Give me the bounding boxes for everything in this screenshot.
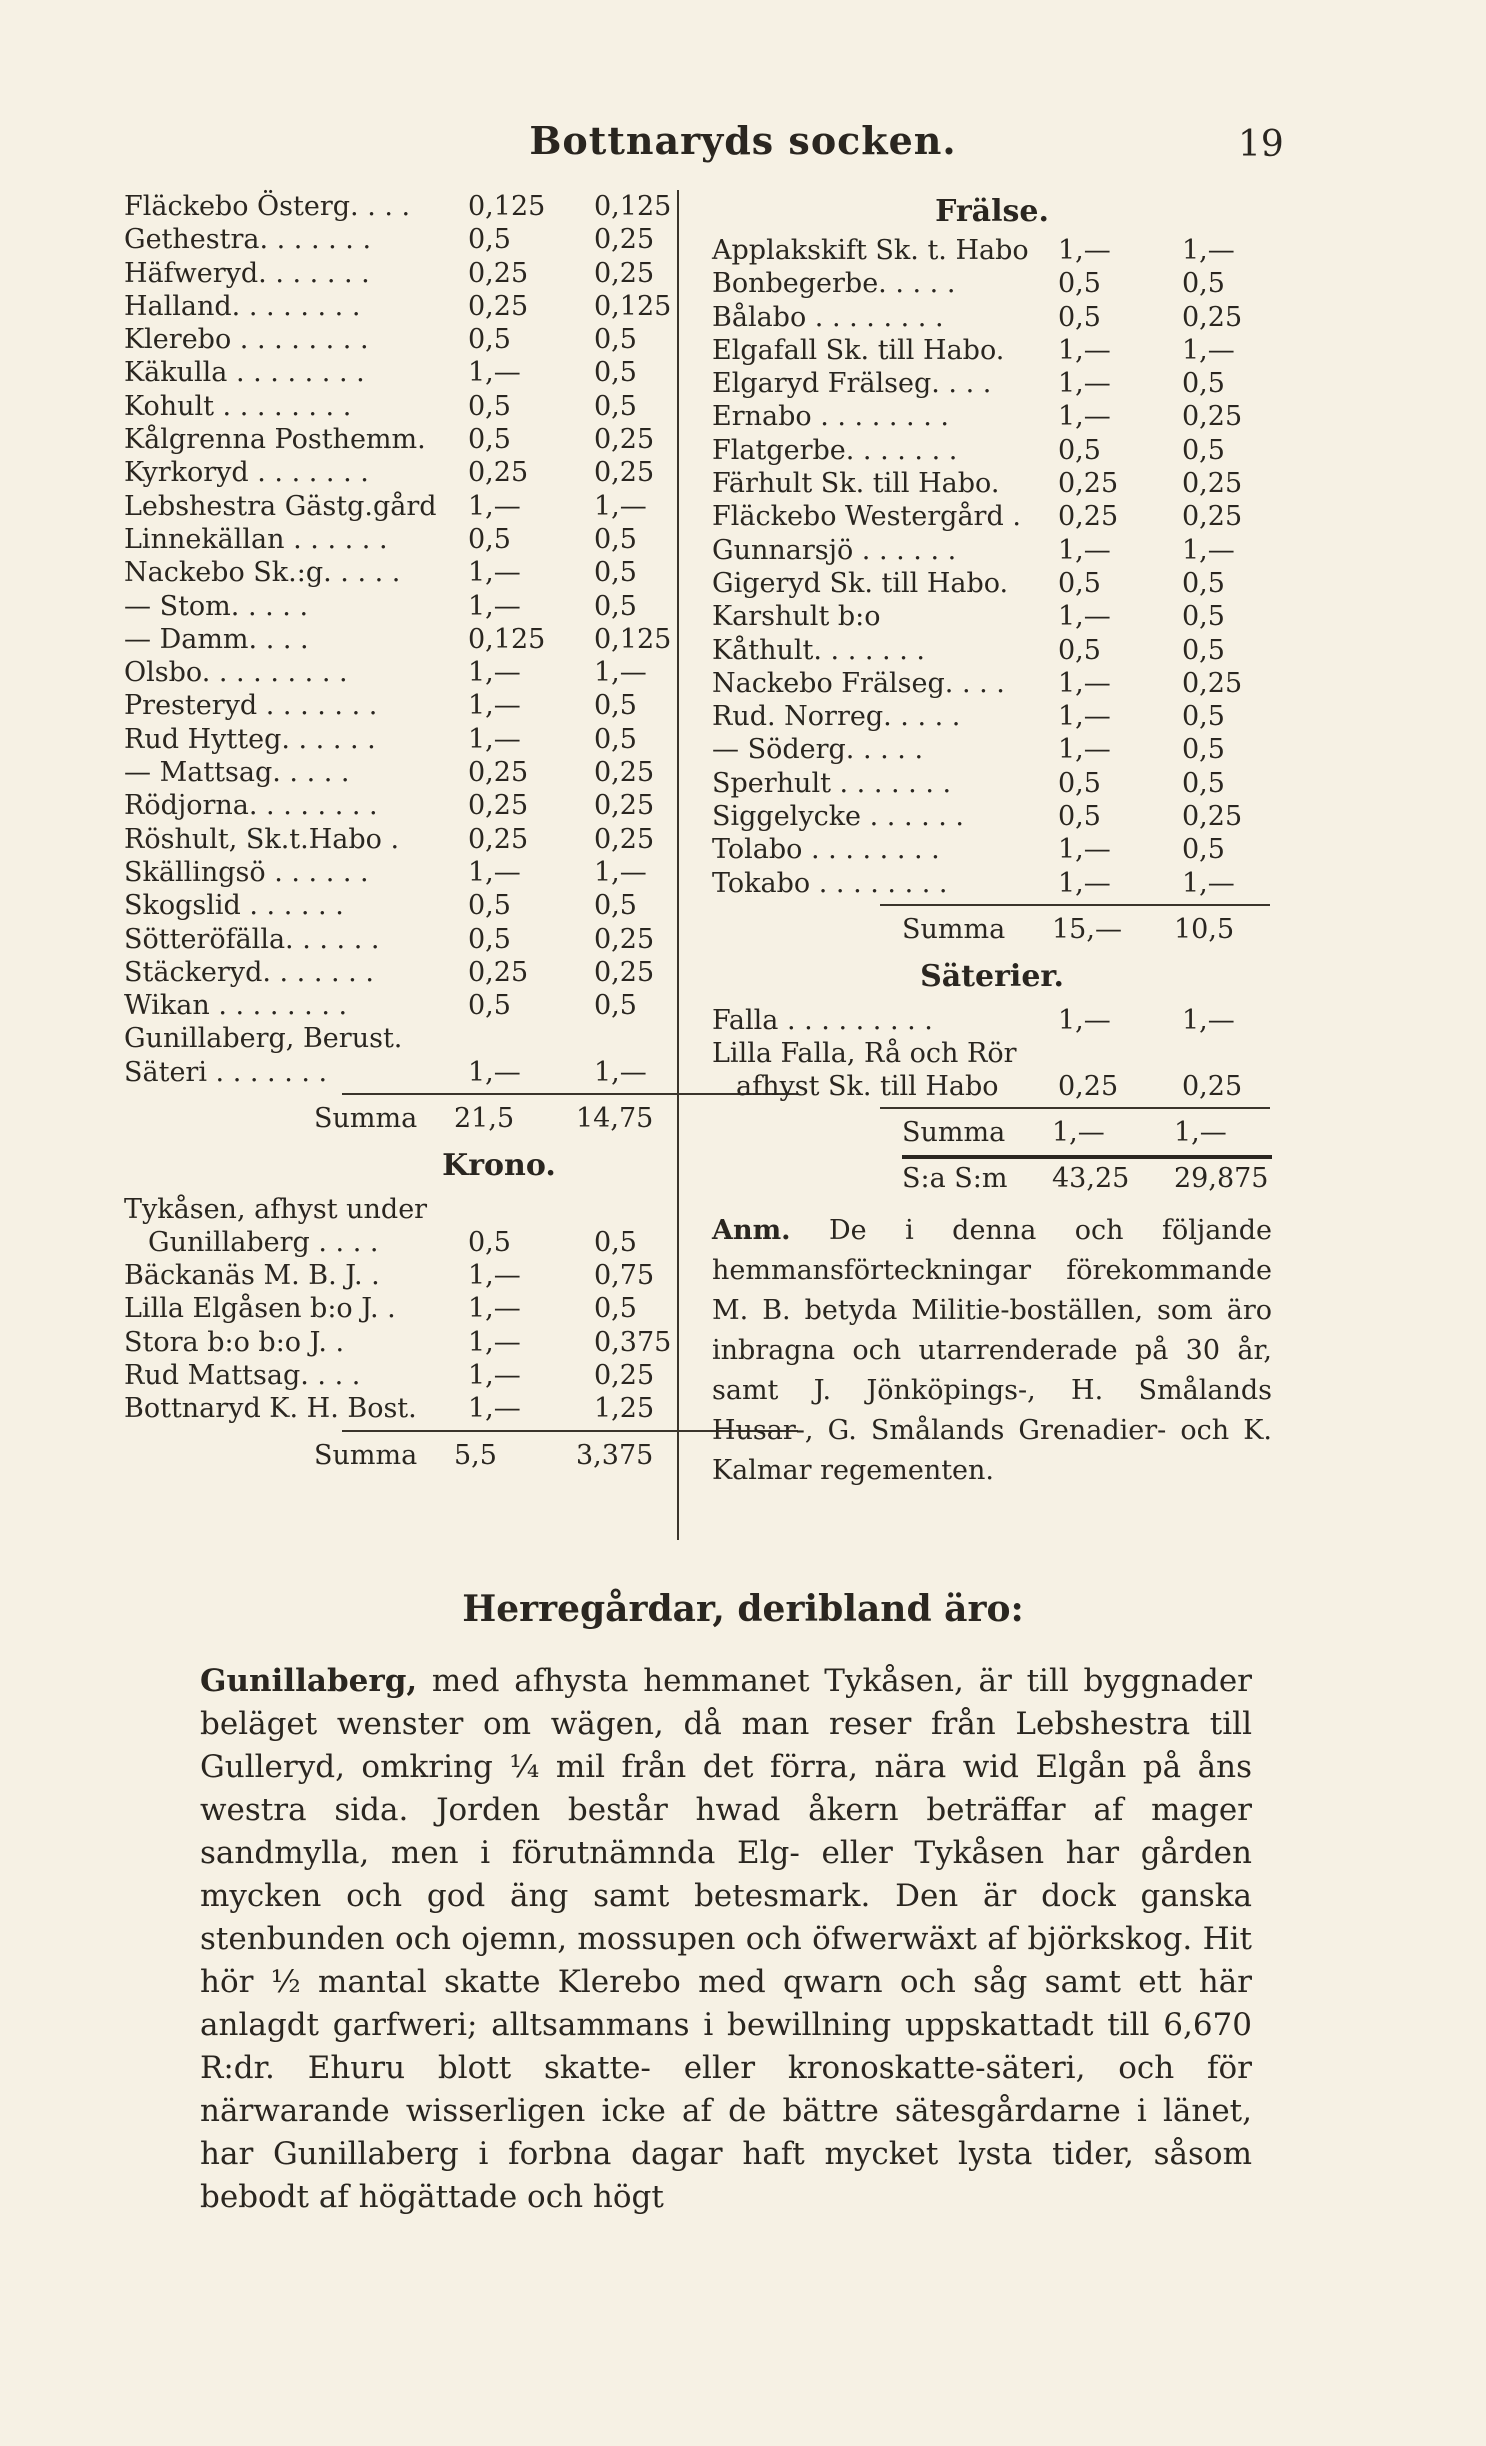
left-row — [124, 989, 684, 1022]
krono-summa-label: Summa — [314, 1439, 418, 1471]
note-text: De i denna och följande hemmansförteckningar förekommande M. B. betyda Militie-boställen, som äro inbragna och utarrenderade på 30 år, samt J. Jönköpings-, H. Smålands Husar-, G. Smålands Grenadier- och K. Kalmar regementen. — [712, 1215, 1272, 1487]
krono-heading: Krono. — [442, 1148, 556, 1184]
fralse-summa-label: Summa — [902, 913, 1006, 945]
left-taxed-value: 0,125 — [594, 623, 672, 655]
left-taxed-value: 0,5 — [594, 390, 637, 422]
left-taxed-value: 0,25 — [594, 257, 655, 289]
fralse-row — [712, 800, 1272, 833]
fralse-mantal-value: 1,— — [1058, 701, 1111, 733]
left-mantal-value: 0,125 — [468, 623, 546, 655]
fralse-row — [712, 367, 1272, 400]
fralse-place-name: Bonbegerbe. . . . . — [712, 268, 956, 300]
left-taxed-value: 0,5 — [594, 590, 637, 622]
left-taxed-value: 0,5 — [594, 990, 637, 1022]
left-row — [124, 923, 684, 956]
fralse-place-name: Tolabo . . . . . . . . — [712, 834, 940, 866]
sateri-taxed-value: 0,25 — [1182, 1071, 1243, 1103]
fralse-taxed-value: 0,5 — [1182, 567, 1225, 599]
fralse-place-name: Rud. Norreg. . . . . — [712, 701, 961, 733]
summa-value-2: 14,75 — [576, 1103, 654, 1135]
fralse-row — [712, 567, 1272, 600]
krono-mantal-value: 1,— — [468, 1293, 521, 1325]
fralse-taxed-value: 0,5 — [1182, 834, 1225, 866]
krono-place-name: Rud Mattsag. . . . — [124, 1359, 361, 1391]
fralse-place-name: Sperhult . . . . . . . — [712, 767, 952, 799]
left-place-name: Lebshestra Gästg.gård — [124, 490, 437, 522]
krono-taxed-value: 1,25 — [594, 1393, 655, 1425]
left-row — [124, 423, 684, 456]
fralse-mantal-value: 1,— — [1058, 235, 1111, 266]
grand-total-row — [712, 1159, 1272, 1199]
fralse-mantal-value: 0,5 — [1058, 767, 1101, 799]
fralse-place-name: Nackebo Frälseg. . . . — [712, 667, 1005, 699]
left-place-name: Wikan . . . . . . . . — [124, 990, 348, 1022]
krono-taxed-value: 0,5 — [594, 1293, 637, 1325]
left-mantal-value: 0,25 — [468, 257, 529, 289]
left-place-name: Stäckeryd. . . . . . . — [124, 956, 374, 988]
fralse-taxed-value: 0,5 — [1182, 434, 1225, 466]
krono-place-name: Bäckanäs M. B. J. . — [124, 1260, 380, 1292]
left-place-name: Linnekällan . . . . . . — [124, 523, 388, 555]
grand-total-value-1: 43,25 — [1052, 1163, 1130, 1195]
left-taxed-value: 1,— — [594, 657, 647, 689]
fralse-mantal-value: 1,— — [1058, 534, 1111, 566]
left-table — [124, 190, 684, 1089]
fralse-row — [712, 467, 1272, 500]
left-taxed-value: 0,25 — [594, 757, 655, 789]
fralse-mantal-value: 0,5 — [1058, 434, 1101, 466]
left-place-name: Häfweryd. . . . . . . — [124, 257, 370, 289]
left-place-name: Gethestra. . . . . . . — [124, 224, 372, 256]
left-mantal-value: 0,25 — [468, 457, 529, 489]
sateri-summa-value-2: 1,— — [1174, 1117, 1227, 1149]
fralse-taxed-value: 0,5 — [1182, 734, 1225, 766]
right-column — [712, 190, 1272, 1491]
left-place-name: Säteri . . . . . . . — [124, 1056, 328, 1088]
krono-place-name: Lilla Elgåsen b:o J. . — [124, 1293, 396, 1325]
left-mantal-value: 0,5 — [468, 424, 511, 456]
left-mantal-value: 1,— — [468, 723, 521, 755]
fralse-place-name: Karshult b:o — [712, 601, 881, 633]
left-place-name: Klerebo . . . . . . . . — [124, 324, 369, 356]
left-mantal-value: 1,— — [468, 357, 521, 389]
left-summa-row — [124, 1099, 684, 1139]
left-row — [124, 1056, 684, 1089]
left-row — [124, 823, 684, 856]
left-mantal-value: 1,— — [468, 590, 521, 622]
fralse-taxed-value: 0,25 — [1182, 401, 1243, 433]
krono-mantal-value: 0,5 — [468, 1227, 511, 1259]
left-mantal-value: 0,5 — [468, 390, 511, 422]
left-taxed-value: 0,25 — [594, 457, 655, 489]
left-taxed-value: 0,25 — [594, 424, 655, 456]
left-taxed-value: 1,— — [594, 1056, 647, 1088]
left-place-name: Fläckebo Österg. . . . — [124, 191, 411, 222]
sateri-row — [712, 1037, 1272, 1103]
left-place-name: Käkulla . . . . . . . . — [124, 357, 365, 389]
fralse-mantal-value: 1,— — [1058, 334, 1111, 366]
left-place-name: Presteryd . . . . . . . — [124, 690, 378, 722]
fralse-place-name: Elgaryd Frälseg. . . . — [712, 368, 992, 400]
fralse-row — [712, 767, 1272, 800]
left-place-name: Kohult . . . . . . . . — [124, 390, 352, 422]
krono-row — [124, 1392, 684, 1425]
left-row — [124, 956, 684, 989]
fralse-row — [712, 867, 1272, 900]
left-mantal-value: 0,5 — [468, 923, 511, 955]
fralse-taxed-value: 0,25 — [1182, 501, 1243, 533]
page-title: Bottnaryds socken. — [529, 118, 957, 163]
left-place-name: — Stom. . . . . — [124, 590, 309, 622]
fralse-row — [712, 500, 1272, 533]
left-mantal-value: 0,5 — [468, 990, 511, 1022]
paragraph-text: med afhysta hemmanet Tykåsen, är till byggnader beläget wenster om wägen, då man reser från Lebshestra till Gulleryd, omkring ¼ mil från det förra, nära wid Elgån på åns westra sida. Jorden består hwad åkern beträffar af mager sandmylla, men i förutnämnda Elg- eller Tykåsen har gården mycken och god äng samt betesmark. Den är dock ganska stenbunden och ojemn, mossupen och öfwerwäxt af björkskog. Hit hör ½ mantal skatte Klerebo med qwarn och såg samt ett här anlagdt garfweri; alltsammans i bewillning uppskattadt till 6,670 R:dr. Ehuru blott skatte- eller kronoskatte-säteri, och för närwarande wisserligen icke af de bättre sätesgårdarne i länet, har Gunillaberg i forbna dagar haft mycket lysta tider, såsom bebodt af högättade och högt — [200, 1663, 1252, 2215]
left-mantal-value: 1,— — [468, 557, 521, 589]
left-mantal-value: 1,— — [468, 1056, 521, 1088]
fralse-row — [712, 667, 1272, 700]
sateri-mantal-value: 1,— — [1058, 1004, 1111, 1036]
left-taxed-value: 0,25 — [594, 790, 655, 822]
sateri-summa-value-1: 1,— — [1052, 1117, 1105, 1149]
fralse-mantal-value: 1,— — [1058, 867, 1111, 899]
krono-mantal-value: 1,— — [468, 1359, 521, 1391]
fralse-place-name: Tokabo . . . . . . . . — [712, 867, 948, 899]
krono-mantal-value: 1,— — [468, 1393, 521, 1425]
fralse-mantal-value: 0,25 — [1058, 468, 1119, 500]
left-row — [124, 556, 684, 589]
krono-place-name-line2: Gunillaberg . . . . — [148, 1227, 379, 1259]
sateri-summa-row — [712, 1113, 1272, 1153]
left-taxed-value: 0,5 — [594, 324, 637, 356]
left-taxed-value: 0,5 — [594, 690, 637, 722]
krono-place-name-line1: Tykåsen, afhyst under — [124, 1194, 428, 1226]
left-row — [124, 223, 684, 256]
grand-total-label: S:a S:m — [902, 1163, 1008, 1195]
sateri-heading: Säterier. — [920, 958, 1064, 994]
left-mantal-value: 1,— — [468, 490, 521, 522]
krono-row — [124, 1359, 684, 1392]
left-place-name: Rud Hytteg. . . . . . — [124, 723, 376, 755]
fralse-row — [712, 234, 1272, 267]
krono-taxed-value: 0,375 — [594, 1326, 672, 1358]
krono-row — [124, 1292, 684, 1325]
left-place-name: Skogslid . . . . . . — [124, 890, 344, 922]
fralse-row — [712, 833, 1272, 866]
left-place-name: Kålgrenna Posthemm. — [124, 424, 426, 456]
fralse-row — [712, 600, 1272, 633]
left-row — [124, 590, 684, 623]
left-place-name: Olsbo. . . . . . . . . — [124, 657, 348, 689]
left-row — [124, 789, 684, 822]
left-mantal-value: 0,5 — [468, 523, 511, 555]
fralse-mantal-value: 1,— — [1058, 667, 1111, 699]
krono-summa-value-2: 3,375 — [576, 1439, 654, 1471]
left-mantal-value: 0,5 — [468, 324, 511, 356]
left-row — [124, 856, 684, 889]
left-place-name: Sötteröfälla. . . . . . — [124, 923, 380, 955]
fralse-mantal-value: 0,25 — [1058, 501, 1119, 533]
fralse-place-name: — Söderg. . . . . — [712, 734, 924, 766]
krono-taxed-value: 0,25 — [594, 1359, 655, 1391]
sateri-row — [712, 1004, 1272, 1037]
left-mantal-value: 0,125 — [468, 191, 546, 222]
summa-value-1: 21,5 — [454, 1103, 515, 1135]
fralse-row — [712, 434, 1272, 467]
fralse-mantal-value: 0,5 — [1058, 301, 1101, 333]
fralse-place-name: Applakskift Sk. t. Habo — [712, 235, 1029, 266]
left-row — [124, 356, 684, 389]
left-taxed-value: 0,25 — [594, 956, 655, 988]
fralse-mantal-value: 1,— — [1058, 834, 1111, 866]
left-row — [124, 490, 684, 523]
left-place-name: Kyrkoryd . . . . . . . — [124, 457, 369, 489]
fralse-place-name: Bålabo . . . . . . . . — [712, 301, 944, 333]
sateri-summa-rule — [880, 1107, 1270, 1109]
left-row — [124, 1022, 684, 1055]
note-label: Anm. — [712, 1215, 791, 1247]
fralse-table — [712, 234, 1272, 900]
fralse-heading: Frälse. — [935, 194, 1049, 229]
left-mantal-value: 0,25 — [468, 956, 529, 988]
fralse-place-name: Ernabo . . . . . . . . — [712, 401, 949, 433]
sateri-summa-label: Summa — [902, 1117, 1006, 1149]
fralse-mantal-value: 1,— — [1058, 401, 1111, 433]
left-taxed-value: 0,5 — [594, 523, 637, 555]
fralse-mantal-value: 0,5 — [1058, 634, 1101, 666]
annotation-note — [712, 1211, 1272, 1491]
fralse-taxed-value: 1,— — [1182, 334, 1235, 366]
sateri-place-name: Falla . . . . . . . . . — [712, 1004, 933, 1036]
fralse-row — [712, 733, 1272, 766]
left-place-name: Röshult, Sk.t.Habo . — [124, 823, 400, 855]
left-taxed-value: 0,5 — [594, 557, 637, 589]
fralse-place-name: Kåthult. . . . . . . — [712, 634, 925, 666]
fralse-row — [712, 634, 1272, 667]
left-taxed-value: 0,5 — [594, 890, 637, 922]
left-mantal-value: 1,— — [468, 657, 521, 689]
fralse-place-name: Gigeryd Sk. till Habo. — [712, 567, 1009, 599]
krono-row — [124, 1193, 684, 1259]
krono-summa-value-1: 5,5 — [454, 1439, 497, 1471]
left-taxed-value: 0,25 — [594, 923, 655, 955]
left-taxed-value: 0,5 — [594, 357, 637, 389]
krono-place-name — [124, 1193, 427, 1259]
left-row — [124, 523, 684, 556]
left-taxed-value: 1,— — [594, 856, 647, 888]
left-taxed-value: 0,25 — [594, 224, 655, 256]
left-mantal-value: 1,— — [468, 856, 521, 888]
fralse-taxed-value: 0,5 — [1182, 634, 1225, 666]
krono-taxed-value: 0,75 — [594, 1260, 655, 1292]
left-place-name: Gunillaberg, Berust. — [124, 1023, 403, 1055]
left-row — [124, 190, 684, 223]
fralse-place-name: Färhult Sk. till Habo. — [712, 468, 1000, 500]
krono-place-name: Bottnaryd K. H. Bost. — [124, 1393, 417, 1425]
sateri-table — [712, 1004, 1272, 1103]
left-place-name: Rödjorna. . . . . . . . — [124, 790, 378, 822]
left-row — [124, 323, 684, 356]
sateri-place-name-line2: afhyst Sk. till Habo — [736, 1071, 999, 1103]
fralse-place-name: Fläckebo Westergård . — [712, 501, 1021, 533]
fralse-place-name: Flatgerbe. . . . . . . — [712, 434, 958, 466]
fralse-taxed-value: 0,25 — [1182, 801, 1243, 833]
left-row — [124, 756, 684, 789]
krono-mantal-value: 1,— — [468, 1326, 521, 1358]
left-mantal-value: 0,5 — [468, 890, 511, 922]
left-row — [124, 623, 684, 656]
fralse-taxed-value: 0,25 — [1182, 667, 1243, 699]
krono-row — [124, 1259, 684, 1292]
left-taxed-value: 0,125 — [594, 290, 672, 322]
fralse-summa-rule — [880, 904, 1270, 906]
fralse-mantal-value: 1,— — [1058, 601, 1111, 633]
fralse-summa-row — [712, 910, 1272, 950]
left-taxed-value: 0,25 — [594, 823, 655, 855]
fralse-mantal-value: 1,— — [1058, 368, 1111, 400]
left-place-name: — Mattsag. . . . . — [124, 757, 350, 789]
left-row — [124, 456, 684, 489]
fralse-row — [712, 267, 1272, 300]
fralse-taxed-value: 0,25 — [1182, 301, 1243, 333]
left-mantal-value: 0,25 — [468, 823, 529, 855]
krono-table — [124, 1193, 684, 1425]
krono-mantal-value: 1,— — [468, 1260, 521, 1292]
fralse-mantal-value: 0,5 — [1058, 801, 1101, 833]
left-row — [124, 689, 684, 722]
sateri-mantal-value: 0,25 — [1058, 1071, 1119, 1103]
fralse-taxed-value: 1,— — [1182, 867, 1235, 899]
left-mantal-value: 0,25 — [468, 790, 529, 822]
left-row — [124, 723, 684, 756]
fralse-row — [712, 301, 1272, 334]
left-mantal-value: 1,— — [468, 690, 521, 722]
fralse-place-name: Elgafall Sk. till Habo. — [712, 334, 1005, 366]
fralse-place-name: Gunnarsjö . . . . . . — [712, 534, 957, 566]
left-mantal-value: 0,25 — [468, 757, 529, 789]
fralse-taxed-value: 0,5 — [1182, 767, 1225, 799]
krono-taxed-value: 0,5 — [594, 1227, 637, 1259]
body-paragraph — [200, 1660, 1252, 2219]
fralse-taxed-value: 0,5 — [1182, 601, 1225, 633]
fralse-taxed-value: 0,5 — [1182, 368, 1225, 400]
krono-row — [124, 1326, 684, 1359]
left-place-name: — Damm. . . . — [124, 623, 309, 655]
fralse-place-name: Siggelycke . . . . . . — [712, 801, 965, 833]
left-row — [124, 889, 684, 922]
summa-label: Summa — [314, 1103, 418, 1135]
left-row — [124, 290, 684, 323]
fralse-row — [712, 700, 1272, 733]
left-taxed-value: 0,125 — [594, 191, 672, 222]
krono-summa-row — [124, 1436, 684, 1476]
left-row — [124, 257, 684, 290]
sateri-place-name — [712, 1037, 1017, 1103]
grand-total-value-2: 29,875 — [1174, 1163, 1269, 1195]
left-column — [124, 190, 684, 1476]
left-mantal-value: 0,5 — [468, 224, 511, 256]
left-taxed-value: 1,— — [594, 490, 647, 522]
fralse-row — [712, 534, 1272, 567]
page-number: 19 — [1238, 124, 1284, 165]
left-place-name: Nackebo Sk.:g. . . . . — [124, 557, 401, 589]
fralse-mantal-value: 1,— — [1058, 734, 1111, 766]
fralse-row — [712, 334, 1272, 367]
fralse-taxed-value: 1,— — [1182, 235, 1235, 266]
fralse-mantal-value: 0,5 — [1058, 567, 1101, 599]
krono-place-name: Stora b:o b:o J. . — [124, 1326, 345, 1358]
fralse-row — [712, 400, 1272, 433]
section-heading: Herregårdar, deribland äro: — [462, 1588, 1024, 1630]
fralse-taxed-value: 0,25 — [1182, 468, 1243, 500]
fralse-mantal-value: 0,5 — [1058, 268, 1101, 300]
fralse-taxed-value: 0,5 — [1182, 701, 1225, 733]
paragraph-lead: Gunillaberg, — [200, 1663, 418, 1699]
fralse-taxed-value: 0,5 — [1182, 268, 1225, 300]
sateri-place-name-line1: Lilla Falla, Rå och Rör — [712, 1038, 1017, 1070]
sateri-taxed-value: 1,— — [1182, 1004, 1235, 1036]
fralse-summa-value-1: 15,— — [1052, 913, 1122, 945]
left-place-name: Skällingsö . . . . . . — [124, 856, 369, 888]
left-mantal-value: 0,25 — [468, 290, 529, 322]
fralse-taxed-value: 1,— — [1182, 534, 1235, 566]
left-row — [124, 390, 684, 423]
fralse-summa-value-2: 10,5 — [1174, 913, 1235, 945]
left-taxed-value: 0,5 — [594, 723, 637, 755]
left-row — [124, 656, 684, 689]
left-place-name: Halland. . . . . . . . — [124, 290, 361, 322]
